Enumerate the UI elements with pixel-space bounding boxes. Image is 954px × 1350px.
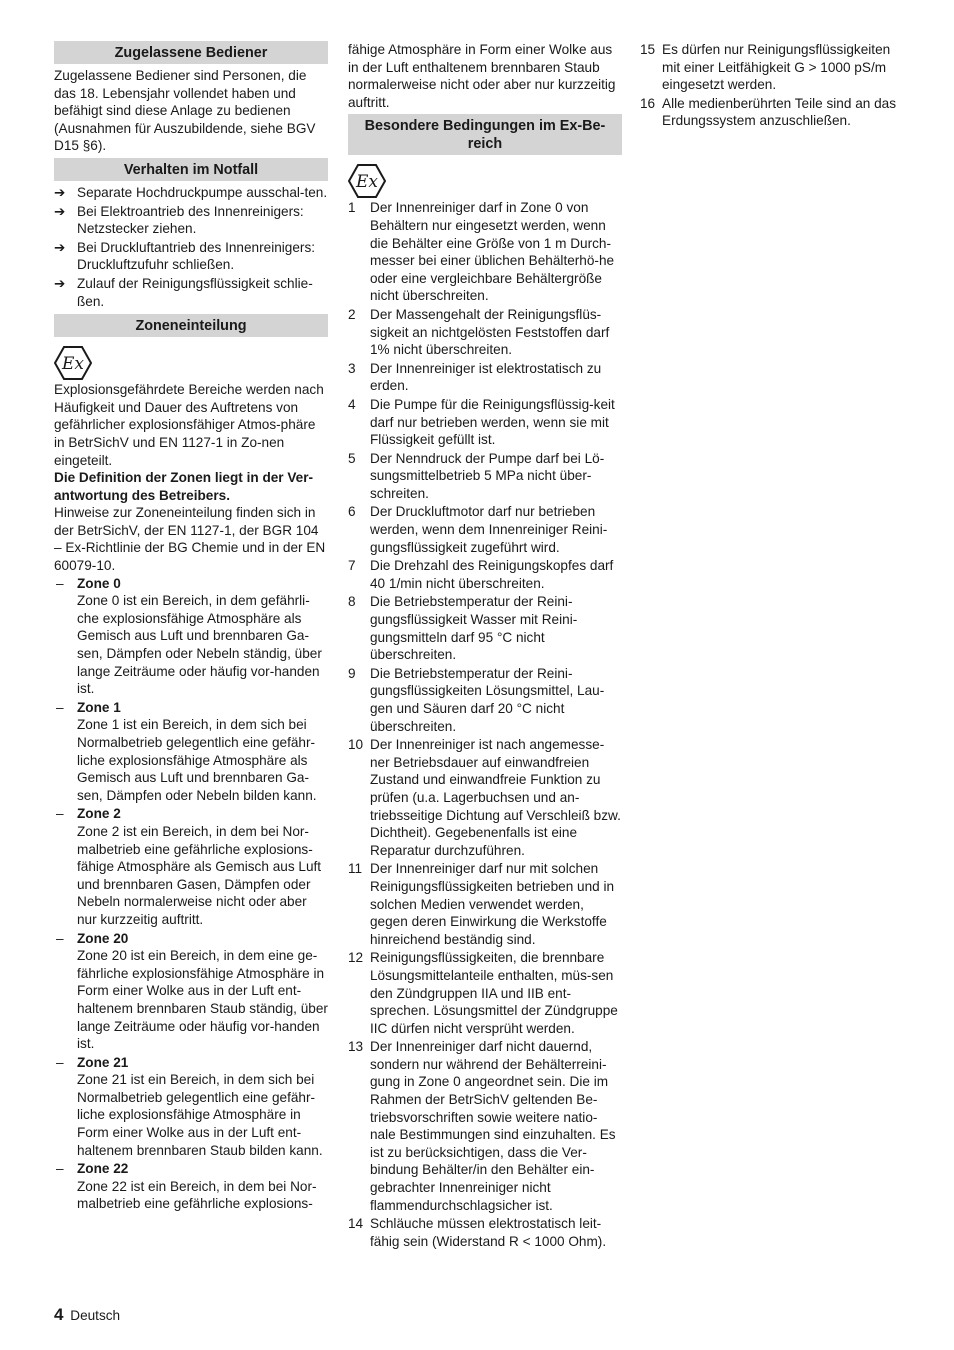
zone-description: Zone 0 ist ein Bereich, in dem gefährli-che explosionsfähige Atmosphäre als Gemisch aus Luft und brennbaren Ga-sen, Dämpfen oder Nebeln ständig, über lange Zeiträume oder häufig vor-handen ist.: [77, 593, 322, 697]
operators-paragraph: Zugelassene Bediener sind Personen, die das 18. Lebensjahr vollendet haben und befähigt sind diese Anlage zu bedienen (Ausnahmen für Auszubildende, siehe BGV D15 §6).: [54, 68, 316, 154]
zone-name: Zone 2: [77, 806, 121, 822]
section-heading-zones: Zoneneinteilung: [54, 314, 328, 337]
page-footer: [54, 1306, 120, 1325]
svg-text:Ex: Ex: [356, 172, 378, 193]
ex-hexagon-icon: [54, 345, 92, 381]
zone-description: Zone 2 ist ein Bereich, in dem bei Nor-malbetrieb eine gefährliche explosions-fähige Atmosphäre als Gemisch aus Luft und brennbaren Gasen, Dämpfen oder Nebeln normalerweise nicht oder aber nur kurzzeitig auftritt.: [77, 823, 322, 927]
page-number: 4: [54, 1305, 64, 1324]
zones-hint-paragraph: Hinweise zur Zoneneinteilung finden sich in der BetrSichV, der EN 1127-1, der BGR 104 – Ex-Richtlinie der BG Chemie und in der EN 60079-10.: [54, 505, 326, 574]
list-item: 5 Der Nenndruck der Pumpe darf bei Lö-sungsmittelbetrieb 5 MPa nicht über-schreiten.: [348, 450, 605, 501]
list-item: 11 Der Innenreiniger darf nur mit solchen Reinigungsflüssigkeiten betrieben und in solchen Medien verwendet werden, gegen deren Einwirkung die Werkstoffe hinreichend beständig sind.: [348, 861, 615, 947]
arrow-right-icon: ➔: [54, 239, 66, 255]
emergency-list: [54, 184, 328, 310]
list-item: – Zone 21 Zone 21 ist ein Bereich, in dem sich bei Normalbetrieb gelegentlich eine gefähr-liche explosionsfähige Atmosphäre in Form einer Wolke aus in der Luft ent-haltenem brennbaren Staub bilden kann.: [54, 1054, 328, 1160]
svg-text:Ex: Ex: [62, 354, 84, 375]
zone-description: Zone 21 ist ein Bereich, in dem sich bei Normalbetrieb gelegentlich eine gefähr-liche explosionsfähige Atmosphäre in Form einer Wolke aus in der Luft ent-haltenem brennbaren Staub bilden kann.: [77, 1072, 323, 1158]
zone-description: Zone 20 ist ein Bereich, in dem eine ge-fährliche explosionsfähige Atmosphäre in Form einer Wolke aus in der Luft ent-haltenem brennbaren Staub ständig, über lange Zeiträume oder häufig vor-handen ist.: [77, 948, 328, 1052]
zone-description: Zone 1 ist ein Bereich, in dem sich bei Normalbetrieb gelegentlich eine gefähr-liche explosionsfähige Atmosphäre als Gemisch aus Luft und brennbaren Ga-sen, Dämpfen oder Nebeln bilden kann.: [77, 717, 317, 803]
zone-description: Zone 22 ist ein Bereich, in dem bei Nor-malbetrieb eine gefährliche explosions-: [77, 1178, 317, 1212]
zones-intro-paragraph: Explosionsgefährdete Bereiche werden nach Häufigkeit und Dauer des Auftretens von gefährlicher explosionsfähiger Atmos-phäre in BetrSichV und EN 1127-1 in Zo-nen eingeteilt.: [54, 382, 324, 468]
list-item: 10 Der Innenreiniger ist nach angemesse-ner Betriebsdauer auf einwandfreien Zustand und einwandfreie Funktion zu prüfen (u.a. Lagerbuchsen und an-triebsseitige Dichtung auf Verschleiß bzw. Dichtheit). Gegebenenfalls ist eine Reparatur durchzuführen.: [348, 737, 621, 858]
list-item: 16 Alle medienberührten Teile sind an das Erdungssystem anzuschließen.: [640, 95, 897, 129]
zone-name: Zone 21: [77, 1054, 129, 1070]
list-item: 1 Der Innenreiniger darf in Zone 0 von Behältern nur eingesetzt werden, wenn die Behälter eine Größe von 1 m Durch-messer bei einer üblichen Behälterhö-he oder eine vergleichbare Behältergröße nicht überschreiten.: [348, 200, 615, 304]
list-item: – Zone 2 Zone 2 ist ein Bereich, in dem bei Nor-malbetrieb eine gefährliche explosions-fähige Atmosphäre als Gemisch aus Luft und brennbaren Gasen, Dämpfen oder Nebeln normalerweise nicht oder aber nur kurzzeitig auftritt.: [54, 805, 328, 928]
list-item: ➔ Separate Hochdruckpumpe ausschal-ten.: [54, 184, 328, 200]
ex-hexagon-icon: [348, 163, 386, 199]
arrow-right-icon: ➔: [54, 203, 66, 219]
arrow-right-icon: ➔: [54, 184, 66, 200]
list-item: ➔ Zulauf der Reinigungsflüssigkeit schlie-ßen.: [54, 275, 313, 309]
zone-name: Zone 20: [77, 930, 129, 946]
zones-responsibility-note: Die Definition der Zonen liegt in der Ver-antwortung des Betreibers.: [54, 470, 314, 503]
list-item: ➔ Bei Elektroantrieb des Innenreinigers: Netzstecker ziehen.: [54, 203, 304, 237]
zone-name: Zone 22: [77, 1161, 129, 1177]
ex-conditions-list-continued: [640, 41, 912, 130]
ex-conditions-list: [348, 199, 622, 1250]
zone22-continuation: fähige Atmosphäre in Form einer Wolke aus in der Luft enthaltenem brennbaren Staub normalerweise nicht oder aber nur kurzzeitig auftritt.: [348, 42, 616, 110]
list-item: 15 Es dürfen nur Reinigungsflüssigkeiten mit einer Leitfähigkeit G > 1000 pS/m eingesetzt werden.: [640, 42, 891, 93]
list-item: 7 Die Drehzahl des Reinigungskopfes darf 40 1/min nicht überschreiten.: [348, 558, 614, 591]
list-item: 9 Die Betriebstemperatur der Reini-gungsflüssigkeiten Lösungsmittel, Lau-gen und Säuren darf 20 °C nicht überschreiten.: [348, 665, 605, 734]
footer-language: Deutsch: [70, 1308, 121, 1323]
section-heading-ex-conditions: Besondere Bedingungen im Ex-Be-reich: [348, 114, 622, 155]
zone-name: Zone 1: [77, 699, 121, 715]
arrow-right-icon: ➔: [54, 275, 66, 291]
list-item: – Zone 0 Zone 0 ist ein Bereich, in dem gefährli-che explosionsfähige Atmosphäre als Gemisch aus Luft und brennbaren Ga-sen, Dämpfen oder Nebeln ständig, über lange Zeiträume oder häufig vor-handen ist.: [54, 575, 328, 698]
zones-list: [54, 575, 328, 1213]
list-item: 2 Der Massengehalt der Reinigungsflüs-sigkeit an nichtgelösten Feststoffen darf 1% nicht überschreiten.: [348, 306, 610, 358]
list-item: 3 Der Innenreiniger ist elektrostatisch zu erden.: [348, 360, 602, 394]
list-item: – Zone 20 Zone 20 ist ein Bereich, in dem eine ge-fährliche explosionsfähige Atmosphäre in Form einer Wolke aus in der Luft ent-haltenem brennbaren Staub ständig, über lange Zeiträume oder häufig vor-handen ist.: [56, 930, 328, 1052]
list-item: 13 Der Innenreiniger darf nicht dauernd, sondern nur während der Behälterreini-gung in Zone 0 angeordnet sein. Die im Rahmen der BetrSichV geltenden Be-triebsvorschriften sowie weitere natio-nale Bestimmungen sind einzuhalten. Es ist zu berücksichtigen, dass die Ver-bindung Behälter/in den Behälter ein-gebrachter Innenreiniger nicht flammendurchschlagsicher ist.: [348, 1039, 616, 1213]
list-item: 12 Reinigungsflüssigkeiten, die brennbare Lösungsmittelanteile enthalten, müs-sen den Zündgruppen IIA und IIB ent-sprechen. Lösungsmittel der Zündgruppe IIC dürfen nicht versprüht werden.: [348, 950, 618, 1036]
list-item: 6 Der Druckluftmotor darf nur betrieben werden, wenn dem Innenreiniger Reini-gungsflüssigkeit zugeführt wird.: [348, 504, 608, 555]
zone-name: Zone 0: [77, 575, 121, 591]
column-right: [640, 41, 912, 131]
section-heading-operators: Zugelassene Bediener: [54, 41, 328, 64]
column-left: [54, 41, 328, 1214]
list-item: 4 Die Pumpe für die Reinigungsflüssig-keit darf nur betrieben werden, wenn sie mit Flüssigkeit gefüllt ist.: [348, 396, 615, 448]
column-middle: [348, 41, 622, 1251]
list-item: 8 Die Betriebstemperatur der Reini-gungsflüssigkeit Wasser mit Reini-gungsmitteln darf 95 °C nicht überschreiten.: [348, 594, 578, 663]
list-item: – Zone 22 Zone 22 ist ein Bereich, in dem bei Nor-malbetrieb eine gefährliche explosions-: [54, 1160, 328, 1213]
list-item: ➔ Bei Druckluftantrieb des Innenreinigers: Druckluftzufuhr schließen.: [54, 239, 316, 273]
section-heading-emergency: Verhalten im Notfall: [54, 158, 328, 181]
list-item: – Zone 1 Zone 1 ist ein Bereich, in dem sich bei Normalbetrieb gelegentlich eine gefähr-liche explosionsfähige Atmosphäre als Gemisch aus Luft und brennbaren Ga-sen, Dämpfen oder Nebeln bilden kann.: [54, 699, 328, 805]
list-item: 14 Schläuche müssen elektrostatisch leit-fähig sein (Widerstand R < 1000 Ohm).: [348, 1216, 607, 1249]
